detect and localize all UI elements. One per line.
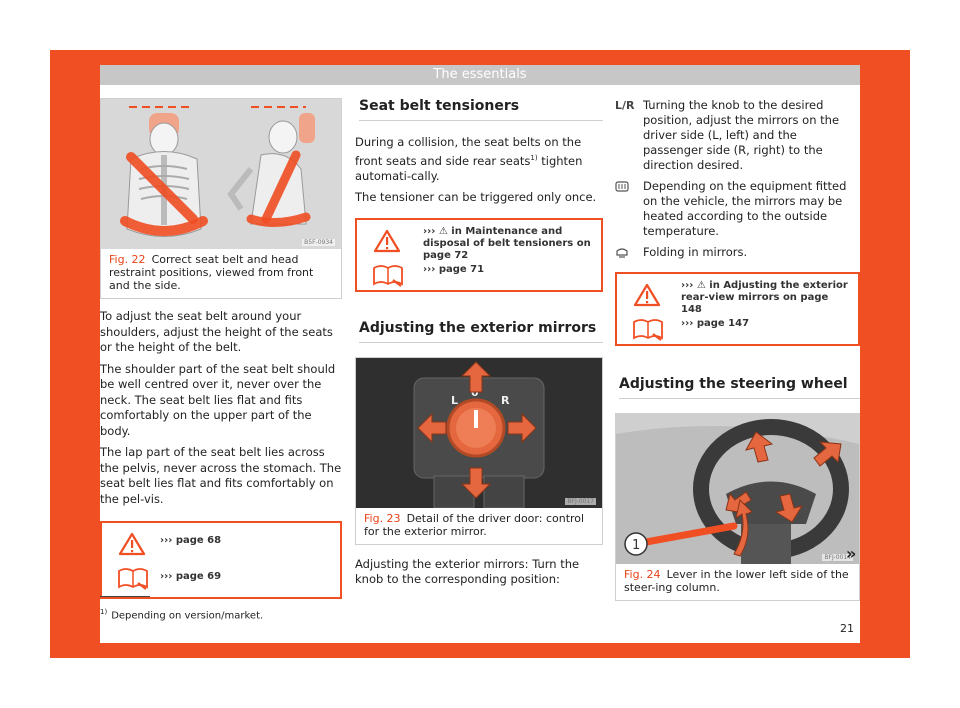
- info-link-text[interactable]: ››› page 147: [681, 318, 750, 329]
- warning-box: [100, 521, 342, 599]
- column-middle: [355, 98, 603, 588]
- warning-row: [102, 527, 340, 561]
- column-right: [615, 98, 860, 601]
- warning-link-text[interactable]: ››› page 68: [160, 535, 222, 546]
- tensioner-paragraph-2: The tensioner can be triggered only once.: [355, 190, 597, 205]
- footnote-text: Depending on version/market.: [111, 610, 264, 622]
- figure-code: B5F-0934: [304, 239, 333, 246]
- warning-row: [617, 278, 858, 315]
- section-title-steering: Adjusting the steering wheel: [619, 376, 860, 399]
- figure-caption: [616, 564, 859, 600]
- control-text: Turning the knob to the desired position, adjust the mirrors on the driver side (L, left) and the passenger side (R, right) to the direction desired.: [643, 98, 840, 172]
- warning-box: [355, 218, 603, 292]
- figure-caption: [356, 508, 602, 544]
- tensioner-paragraph: [355, 135, 603, 184]
- control-row-heated: [615, 179, 860, 239]
- control-text: Depending on the equipment fitted on the vehicle, the mirrors may be heated according to the outside temperature.: [643, 179, 847, 238]
- warning-triangle-icon: [373, 229, 401, 253]
- warning-link-text[interactable]: ››› ⚠ in Maintenance and disposal of belt tensioners on page 72: [423, 225, 591, 261]
- figure-marker-1: 1: [632, 538, 641, 553]
- warning-link-text[interactable]: ››› ⚠ in Adjusting the exterior rear-view mirrors on page 148: [681, 280, 848, 315]
- footnote-divider: [100, 596, 150, 597]
- knob-label-l: L: [451, 393, 459, 407]
- steering-wheel-drawing: [616, 414, 859, 564]
- seat-belt-illustration: [101, 99, 341, 249]
- control-row-lr: [615, 98, 860, 173]
- footnote-mark: 1): [100, 608, 108, 616]
- figure-code: BFJ-0014: [824, 554, 851, 561]
- warning-triangle-icon: [118, 532, 146, 556]
- mirror-control-drawing: [356, 358, 602, 508]
- info-row: [617, 312, 858, 346]
- warning-triangle-icon: [633, 283, 661, 307]
- figure-label: Fig. 22: [109, 253, 146, 266]
- mirror-fold-icon: [615, 247, 629, 259]
- mirror-control-illustration: [356, 358, 602, 508]
- tensioner-text-b: tighten automati-cally.: [355, 153, 583, 183]
- steering-wheel-illustration: [616, 414, 859, 564]
- paragraph: The lap part of the seat belt lies across the pelvis, never across the stomach. The seat belt lies flat and fits comfortably on the pel-vis.: [100, 445, 342, 506]
- figure-caption-text: Correct seat belt and head restraint positions, viewed from front and the side.: [109, 253, 314, 292]
- figure-caption-text: Lever in the lower left side of the steer-ing column.: [624, 568, 849, 594]
- figure-22: [100, 98, 342, 299]
- seat-belt-drawing: [101, 99, 341, 249]
- control-key-lr: L/R: [615, 99, 635, 112]
- control-text: Folding in mirrors.: [643, 245, 748, 259]
- info-link-text[interactable]: ››› page 71: [423, 263, 485, 275]
- figure-23: [355, 357, 603, 545]
- book-icon: [371, 262, 405, 288]
- figure-label: Fig. 24: [624, 568, 661, 581]
- section-title-mirrors: Adjusting the exterior mirrors: [359, 320, 603, 343]
- warning-box: [615, 272, 860, 346]
- info-row: [102, 561, 340, 595]
- paragraph: The shoulder part of the seat belt should be well centred over it, never over the neck. The seat belt lies flat and fits comfortably on the upper part of the body.: [100, 361, 336, 438]
- paragraph: To adjust the seat belt around your shoulders, adjust the height of the seats or the height of the belt.: [100, 309, 333, 354]
- info-link-text[interactable]: ››› page 69: [160, 571, 222, 582]
- figure-code: BFJ-0017: [567, 497, 594, 505]
- column-left: [100, 98, 342, 599]
- figure-caption-text: Detail of the driver door: control for the exterior mirror.: [364, 511, 585, 538]
- page-number: 21: [840, 622, 854, 635]
- seat-belt-text: [100, 309, 342, 507]
- footnote-marker: 1): [530, 153, 538, 162]
- knob-label-r: R: [501, 393, 510, 407]
- continue-marker: »: [846, 544, 857, 563]
- section-title-tensioners: Seat belt tensioners: [359, 98, 603, 121]
- mirrors-paragraph: Adjusting the exterior mirrors: Turn the knob to the corresponding position:: [355, 556, 580, 587]
- control-row-fold: [615, 245, 860, 260]
- footnote: [100, 608, 263, 621]
- book-icon: [116, 565, 150, 591]
- mirror-heating-icon: [615, 181, 629, 193]
- info-row: [357, 258, 601, 292]
- figure-label: Fig. 23: [364, 511, 401, 525]
- figure-caption: [101, 249, 341, 298]
- figure-24: [615, 413, 860, 601]
- page-header: The essentials: [100, 65, 860, 85]
- warning-row: [357, 224, 601, 261]
- book-icon: [631, 316, 665, 342]
- tensioner-text-a: During a collision, the seat belts on the front seats and side rear seats: [355, 135, 582, 168]
